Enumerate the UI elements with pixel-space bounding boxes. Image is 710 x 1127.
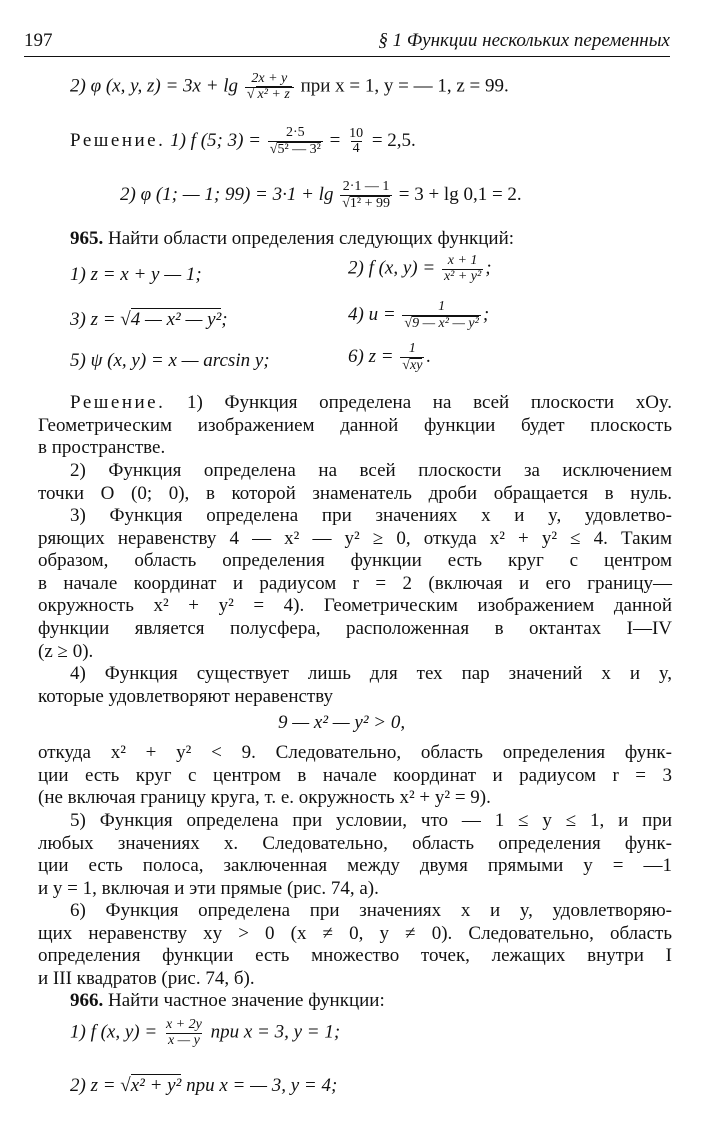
text-line: в пространстве. [38,437,166,459]
solution-2-prefix: 2) φ (1; — 1; 99) = 3·1 + lg [120,184,339,206]
function-3: 3) z = √4 — x² — y²; [70,309,228,330]
solution-paragraph-2 [38,460,672,505]
radicand: 1² + 99 [349,195,390,211]
text-line: ции есть круг с центром в начале координат и радиусом r = 3 [38,764,672,786]
text-line: и III квадратов (рис. 74, б). [38,967,255,989]
text-line: точки O (0; 0), в которой знаменатель дроби обращается в нуль. [38,482,672,504]
text-line: (z ≥ 0). [38,640,94,662]
function-4-fraction [402,300,480,331]
solution-1-prefix: 1) f (5; 3) = [165,130,266,152]
text-line: любых значениях x. Следовательно, область определения функ- [38,832,672,854]
text-line-content: 1) Функция определена на всей плоскости xOy. [165,392,672,413]
solution-line-1: Решение. 1) f (5; 3) = $\frac{2\cdot 5}{\text{√5² — 3²}}$ = $\frac{10}{4}$ = 2,5. [70,125,416,157]
solution-fraction-1 [268,126,323,157]
function-4 [348,300,489,331]
fraction-numerator: 1 [438,299,446,314]
fraction-denominator: x² + y² [443,268,482,284]
fraction-denominator: √xy [402,357,423,373]
function-2-fraction [442,254,483,284]
solution-paragraph-6 [38,900,672,990]
function-6-suffix: . [426,346,432,368]
solution-word: Решение. [70,130,166,152]
problem-text: Найти области определения следующих функций: [103,228,515,249]
text-line: 3) Функция определена при значениях x и y, удовлетво- [70,505,672,526]
text-line: 2) Функция определена на всей плоскости за исключением [70,460,672,481]
intro-fraction [245,72,294,102]
text-line: образом, область определения функции есть круг с центром [38,550,672,572]
intro-formula-suffix: при x = 1, y = — 1, z = 99. [295,75,509,97]
function-5: 5) ψ (x, y) = x — arcsin y; [70,350,270,371]
fraction-denominator: √5² — 3² [269,141,321,157]
text-line: функции является полусфера, расположенная в октантах I—IV [38,617,672,639]
function-4-suffix: ; [482,304,490,326]
fraction-numerator: 2·1 — 1 [342,179,390,194]
text-line: в начале координат и радиусом r = 2 (включая и его границу— [38,572,672,594]
function-2 [348,254,492,284]
text-line: которые удовлетворяют неравенству [38,685,334,707]
radicand: 9 — x² — y² [412,315,479,331]
function-2-prefix: 2) z = [70,1075,121,1096]
solution-fraction-2 [347,127,365,157]
fraction-denominator: √1² + 99 [342,195,390,211]
text-line: щих неравенству xy > 0 (x ≠ 0, y ≠ 0). Следовательно, область [38,922,672,944]
radicand: xy [409,357,423,373]
solution-paragraph-4-continued [38,742,672,810]
intro-formula-prefix: 2) φ (x, y, z) = 3x + lg [70,75,243,97]
inequality-formula: 9 — x² — y² > 0, [278,712,406,733]
running-head: § 1 Функции нескольких переменных [378,30,670,51]
function-1: 1) z = x + y — 1; [70,264,202,285]
header-rule [24,56,670,57]
radicand: 4 — x² — y² [130,309,222,330]
solution-word: Решение. [70,392,166,413]
solution-paragraph-3 [38,505,672,663]
problem-text: Найти частное значение функции: [103,990,385,1011]
text-line: ции есть полоса, заключенная между двумя прямыми y = —1 [38,855,672,877]
problem-number: 965. [70,228,104,249]
solution-paragraph-5 [38,810,672,900]
problem-965-heading [70,228,514,251]
function-1-suffix: при x = 3, y = 1; [205,1021,341,1043]
solution-2-suffix: = 3 + lg 0,1 = 2. [394,184,522,206]
solution-line-2 [120,180,522,211]
problem-966-function-2: 2) z = √x² + y² при x = — 3, y = 4; [70,1075,338,1096]
fraction-denominator: √9 — x² — y² [404,315,479,331]
problem-966-function-1 [70,1018,340,1048]
text-line: 4) Функция существует лишь для тех пар значений x и y, [70,663,672,684]
fraction-numerator: x + 2y [165,1017,202,1032]
function-3-prefix: 3) z = [70,309,121,330]
text-line [38,392,672,415]
function-6-prefix: 6) z = [348,346,399,368]
text-line: 5) Функция определена при условии, что — 1 ≤ y ≤ 1, и при [70,810,672,831]
text-line: окружность x² + y² = 4). Геометрическим изображением данной [38,595,672,617]
fraction-denominator: 4 [352,141,360,157]
text-line: и y = 1, включая и эти прямые (рис. 74, a). [38,877,379,899]
radicand: x² + z [257,86,290,102]
fraction-numerator: 10 [349,125,364,141]
function-2-suffix: ; [485,257,492,279]
text-line: 6) Функция определена при значениях x и y, удовлетворяю- [70,900,672,921]
solution-1-suffix: = 2,5. [367,130,416,152]
page-number: 197 [24,30,53,51]
text-line: откуда x² + y² < 9. Следовательно, область определения функ- [38,742,672,763]
function-1-fraction [164,1018,204,1048]
function-2-suffix: при x = — 3, y = 4; [181,1075,338,1096]
text-line: ряющих неравенству 4 — x² — y² ≥ 0, откуда x² + y² ≤ 4. Таким [38,527,672,549]
intro-formula-line [70,72,509,102]
function-4-prefix: 4) u = [348,304,401,326]
function-6-fraction [400,342,424,373]
problem-number: 966. [70,990,104,1011]
function-6 [348,342,431,373]
fraction-denominator: x — y [167,1032,200,1048]
text-line: Геометрическим изображением данной функции будет плоскость [38,414,672,436]
problem-966-heading [70,990,385,1013]
function-2-prefix: 2) f (x, y) = [348,257,440,279]
function-1-prefix: 1) f (x, y) = [70,1021,162,1043]
text-line: (не включая границу круга, т. е. окружность x² + y² = 9). [38,787,491,809]
radicand: x² + y² [130,1075,182,1096]
fraction-numerator: 1 [408,341,416,356]
solution-paragraph-4 [38,663,672,708]
function-3-suffix: ; [221,309,228,330]
solution-paragraph-1 [38,392,672,460]
fraction-denominator: √ x² + z [245,87,294,103]
solution-fraction-3 [340,180,392,211]
fraction-numerator: 2x + y [251,71,288,86]
fraction-numerator: 2·5 [285,125,305,140]
fraction-numerator: x + 1 [447,253,478,268]
text-line: определения функции есть множество точек, лежащих внутри I [38,945,672,967]
radicand: 5² — 3² [277,141,321,157]
